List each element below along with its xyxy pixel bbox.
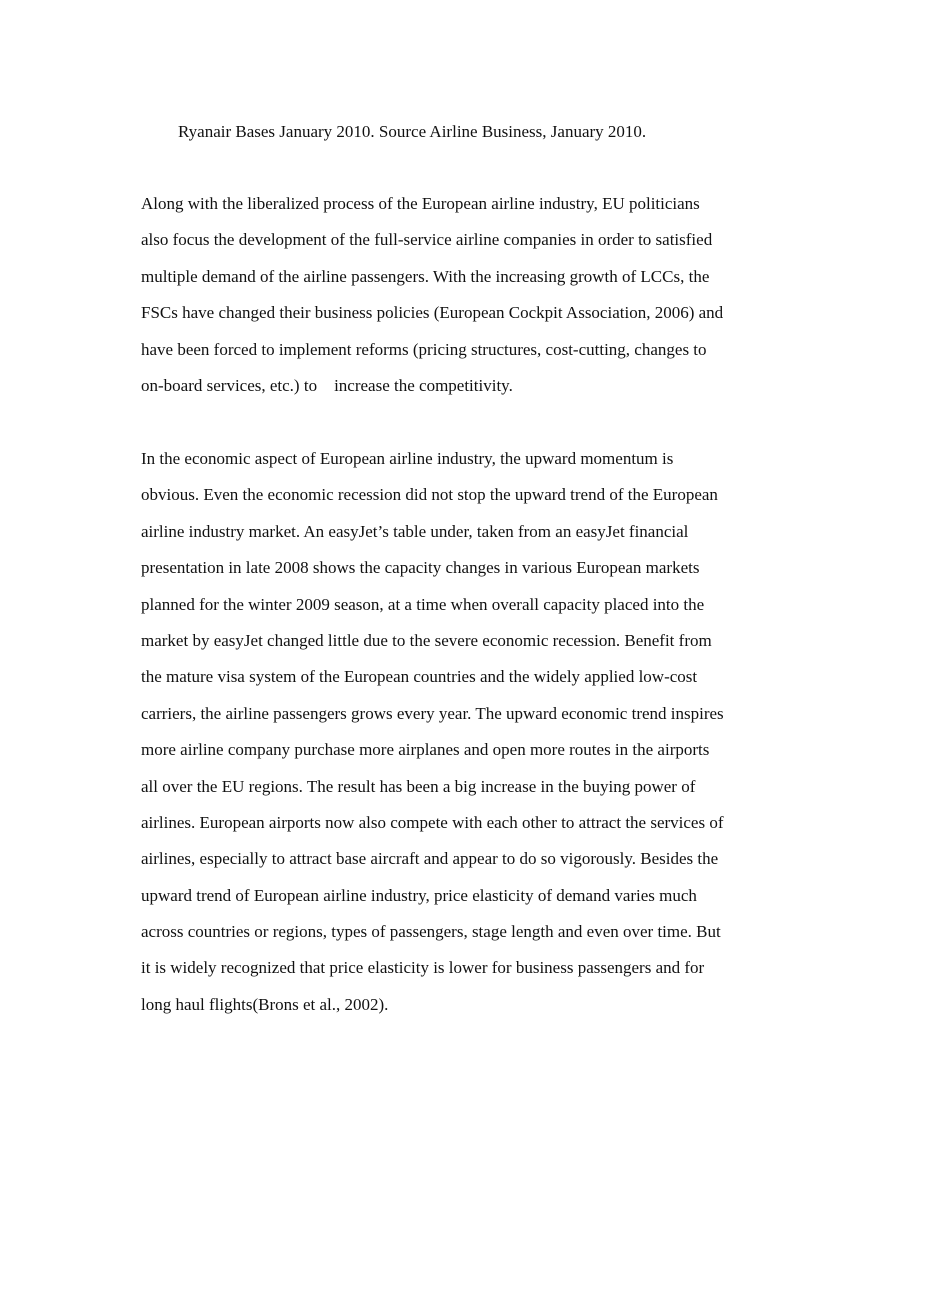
text-line: across countries or regions, types of passengers, stage length and even over time. But <box>141 922 721 942</box>
text-line: long haul flights(Brons et al., 2002). <box>141 994 389 1014</box>
text-line: have been forced to implement reforms (pricing structures, cost-cutting, changes to <box>141 339 707 359</box>
text-line: obvious. Even the economic recession did not stop the upward trend of the European <box>141 485 718 505</box>
text-line: airline industry market. An easyJet’s table under, taken from an easyJet financial <box>141 521 689 541</box>
text-line: all over the EU regions. The result has been a big increase in the buying power of <box>141 776 696 796</box>
text-line: upward trend of European airline industry, price elasticity of demand varies much <box>141 885 697 905</box>
text-line: also focus the development of the full-service airline companies in order to satisfied <box>141 230 713 250</box>
text-line: market by easyJet changed little due to the severe economic recession. Benefit from <box>141 630 712 650</box>
text-line: airlines. European airports now also compete with each other to attract the services of <box>141 812 724 832</box>
text-line: the mature visa system of the European countries and the widely applied low-cost <box>141 667 698 687</box>
text-line: on-board services, etc.) to increase the competitivity. <box>141 375 513 395</box>
text-line: carriers, the airline passengers grows every year. The upward economic trend inspires <box>141 703 724 723</box>
text-line: it is widely recognized that price elasticity is lower for business passengers and for <box>141 958 705 978</box>
text-line: planned for the winter 2009 season, at a time when overall capacity placed into the <box>141 594 705 614</box>
paragraph-economic-aspect <box>141 441 791 1023</box>
text-line: In the economic aspect of European airline industry, the upward momentum is <box>141 449 674 468</box>
text-line: more airline company purchase more airplanes and open more routes in the airports <box>141 740 710 760</box>
text-line: presentation in late 2008 shows the capacity changes in various European markets <box>141 558 700 578</box>
figure-caption: Ryanair Bases January 2010. Source Airline Business, January 2010. <box>178 122 647 141</box>
text-line: FSCs have changed their business policies (European Cockpit Association, 2006) and <box>141 303 724 323</box>
text-line: multiple demand of the airline passengers. With the increasing growth of LCCs, the <box>141 266 710 286</box>
paragraph-liberalization <box>141 186 791 404</box>
text-line: airlines, especially to attract base aircraft and appear to do so vigorously. Besides the <box>141 849 719 869</box>
text-line: Along with the liberalized process of the European airline industry, EU politicians <box>141 194 700 213</box>
